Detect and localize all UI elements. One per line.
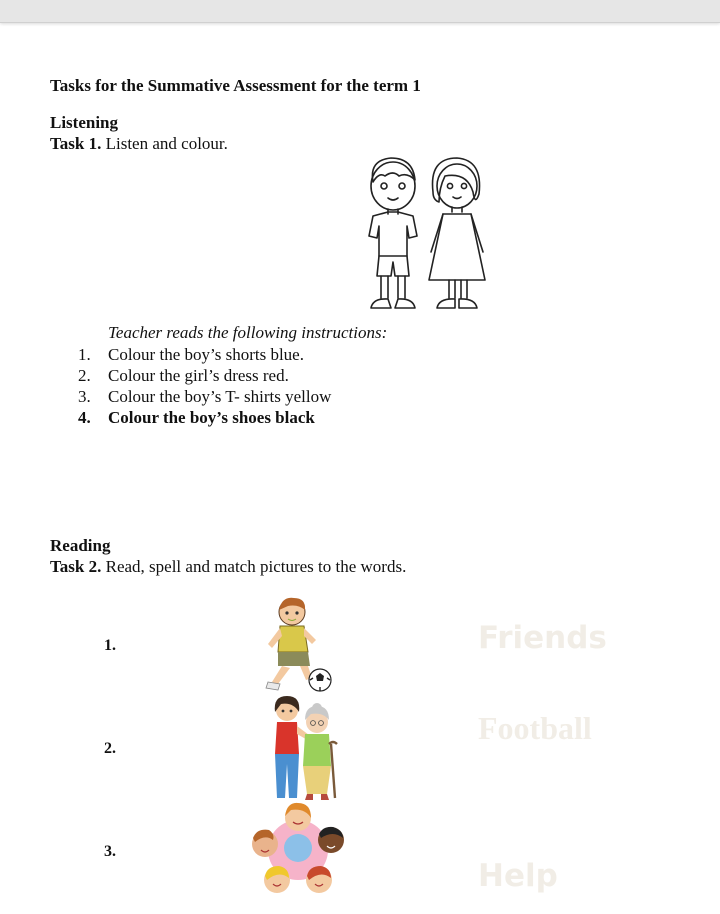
girl-outline-icon xyxy=(429,158,485,308)
reading-heading: Reading xyxy=(50,536,111,555)
boy-outline-icon xyxy=(369,158,417,308)
word-option: Help xyxy=(478,858,558,894)
document-title: Tasks for the Summative Assessment for the term 1 xyxy=(50,76,421,95)
instruction-item xyxy=(78,344,331,365)
task-1-label: Task 1. xyxy=(50,134,102,153)
reading-item-number: 3. xyxy=(104,843,116,860)
reading-item-number: 1. xyxy=(104,637,116,654)
listening-heading: Listening xyxy=(50,113,119,132)
task-2-text: Read, spell and match pictures to the words. xyxy=(105,557,407,576)
boy-and-girl-illustration xyxy=(355,152,495,322)
girl-helping-grandmother-icon xyxy=(265,694,345,804)
reading-item-number: 2. xyxy=(104,740,116,757)
instructions-intro: Teacher reads the following instructions: xyxy=(108,323,388,342)
instruction-text: Colour the boy’s T- shirts yellow xyxy=(108,387,332,406)
instruction-number: 3. xyxy=(78,387,91,406)
instruction-text: Colour the boy’s shoes black xyxy=(108,408,315,427)
boy-kicking-football-icon xyxy=(258,596,338,696)
task-1-text: Listen and colour. xyxy=(105,134,228,153)
task-2-line xyxy=(50,557,406,577)
instruction-number: 2. xyxy=(78,366,91,385)
instruction-text: Colour the girl’s dress red. xyxy=(108,366,289,385)
instruction-item xyxy=(78,365,331,386)
instruction-number: 1. xyxy=(78,345,91,364)
instruction-item xyxy=(78,407,331,428)
task-1-line xyxy=(50,134,228,154)
instructions-list xyxy=(78,344,331,428)
instruction-number: 4. xyxy=(78,408,91,427)
instruction-text: Colour the boy’s shorts blue. xyxy=(108,345,304,364)
word-option: Football xyxy=(478,710,592,746)
word-option: Friends xyxy=(478,620,607,656)
children-circle-friends-icon xyxy=(243,800,353,900)
task-2-label: Task 2. xyxy=(50,557,102,576)
instruction-item xyxy=(78,386,331,407)
